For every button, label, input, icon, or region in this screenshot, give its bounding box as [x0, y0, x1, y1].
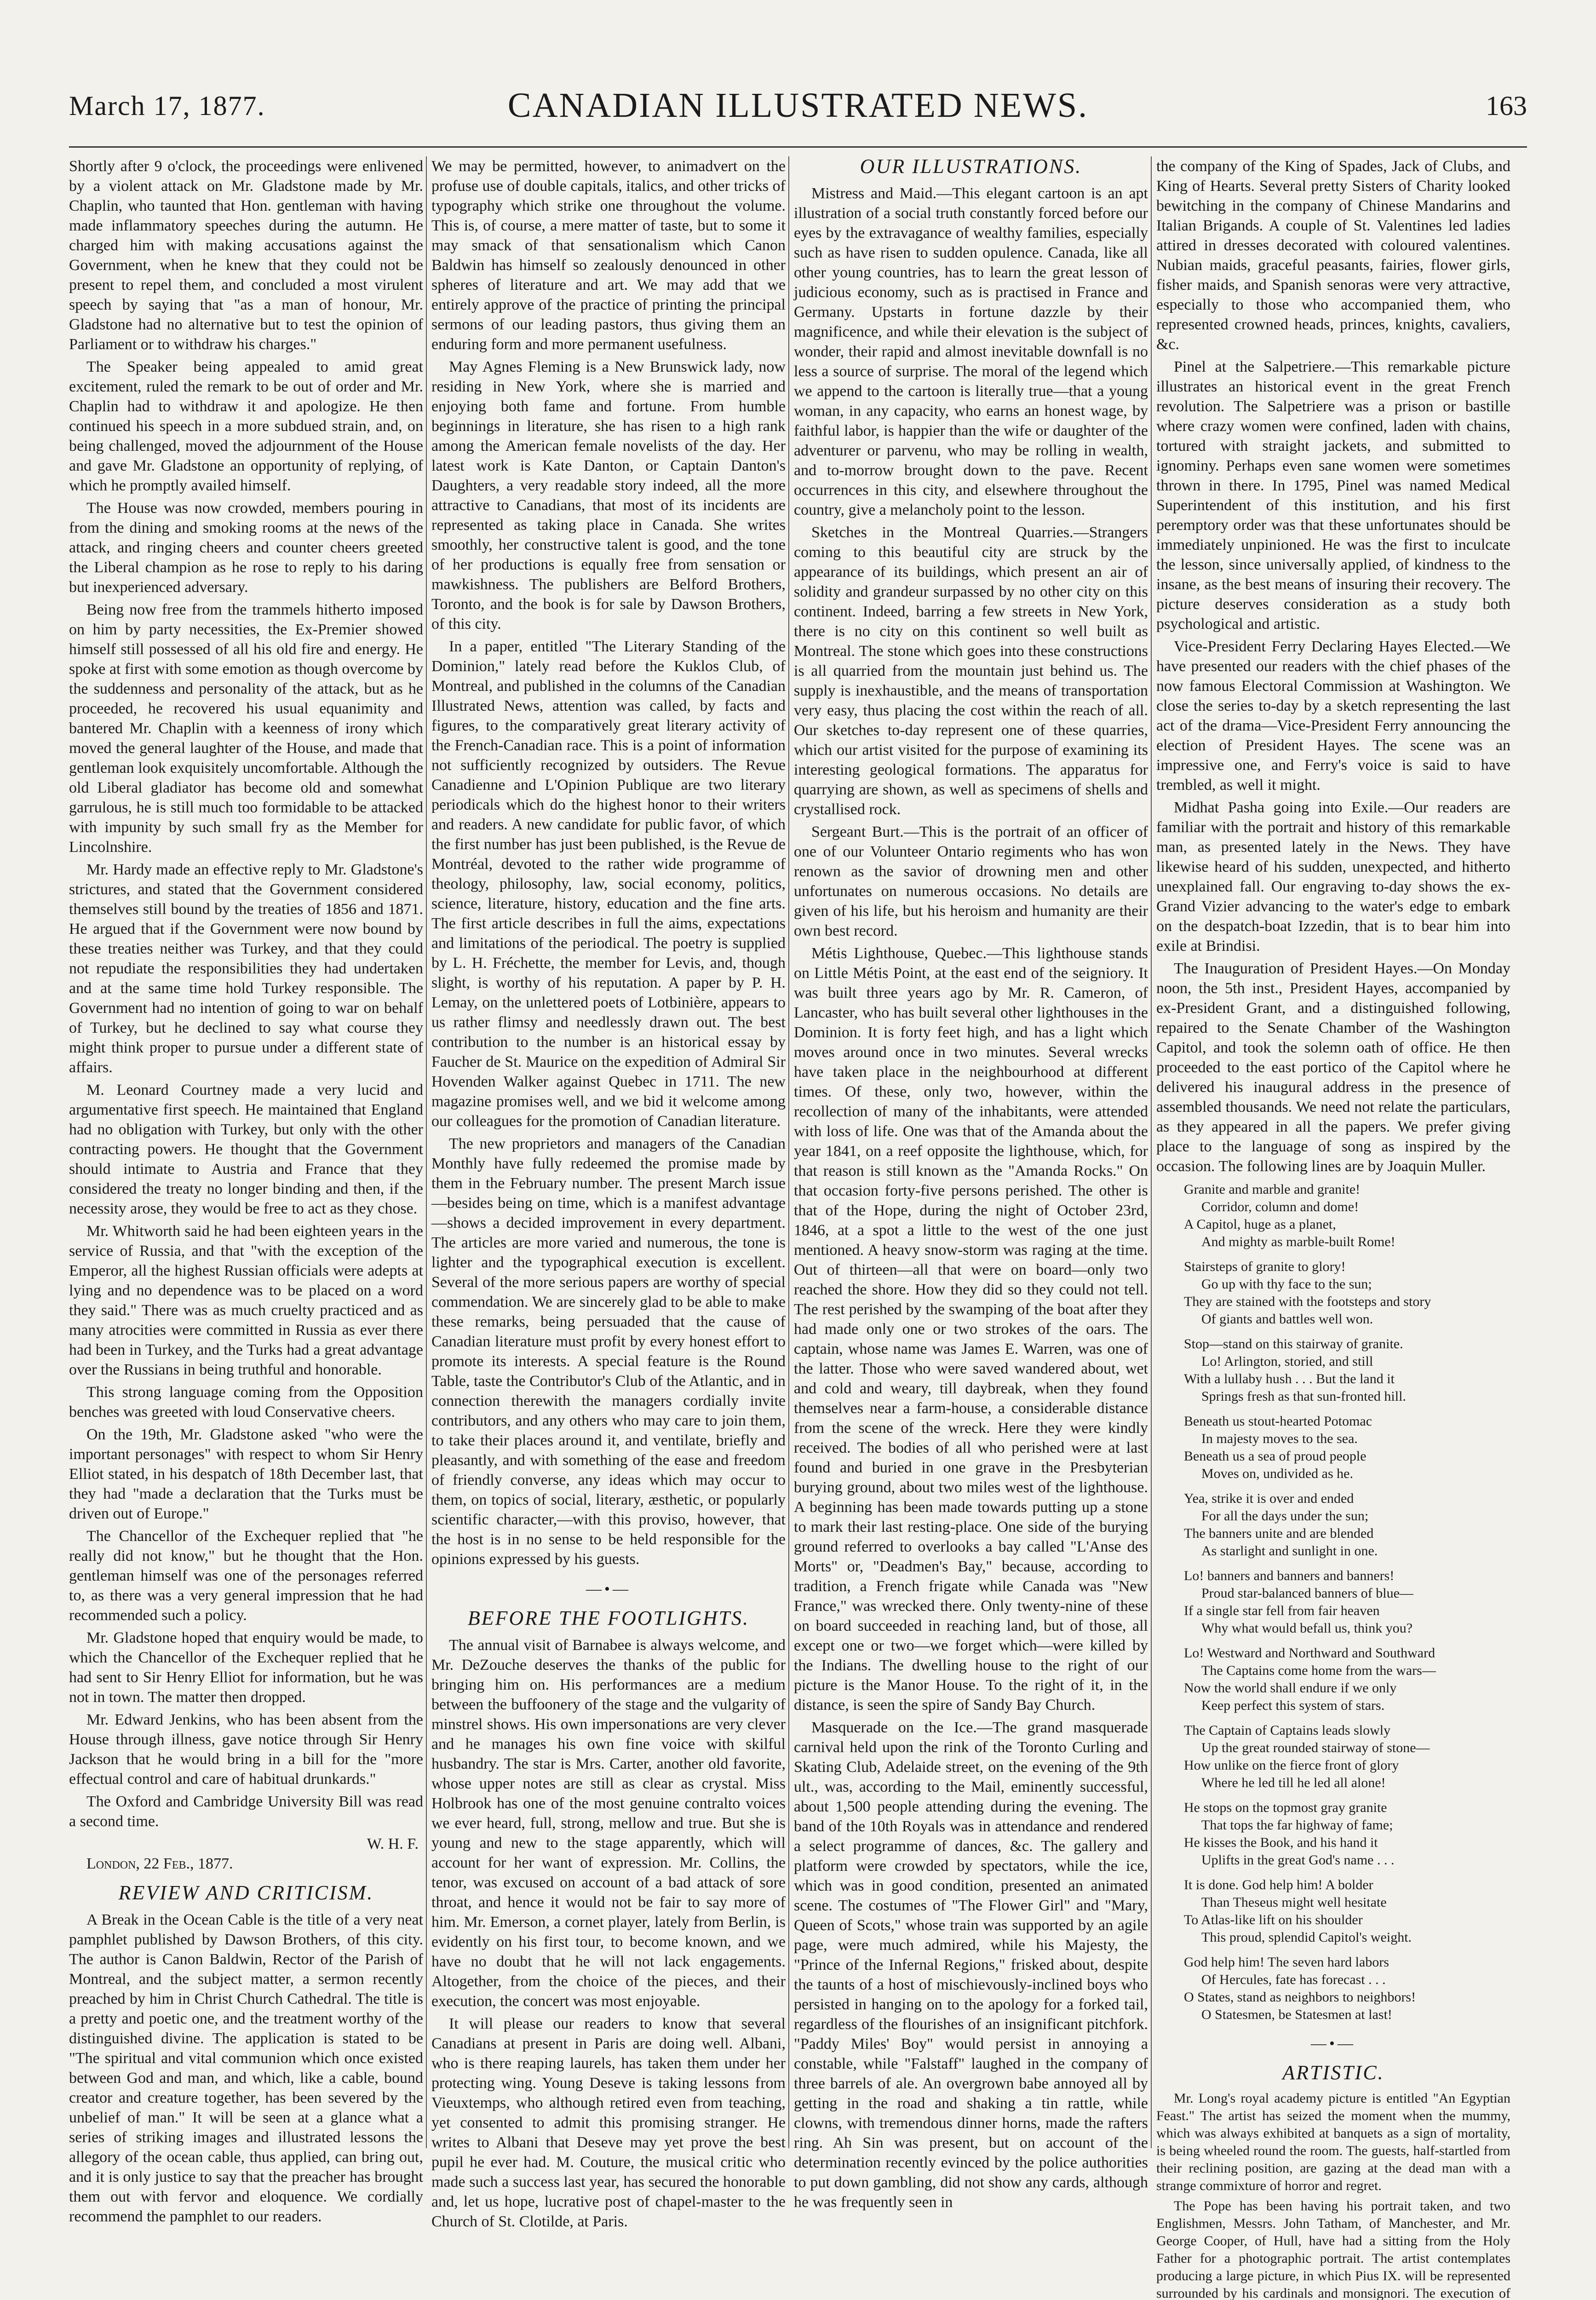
section-heading-artistic: ARTISTIC. [1282, 2061, 1384, 2084]
poem-line: Of giants and battles well won. [1201, 1311, 1373, 1327]
stanza-break [1184, 1637, 1510, 1644]
paragraph: Being now free from the trammels hitherto imposed on him by party necessities, the Ex-Premier showed himself still possessed of all his old fire and energy. He spoke at first with some emotion as though overcome by the suddenness and personality of the attack, but as he proceeded, he recovered his usual equanimity and bantered Mr. Chaplin with a keenness of irony which moved the general laughter of the House, and made that gentleman look exquisitely uncomfortable. Although the old Liberal gladiator has become old and somewhat garrulous, he is still much too formidable to be attacked with impunity by such small fry as the Member for Lincolnshire. [69, 601, 423, 856]
poem-line: Moves on, undivided as he. [1201, 1466, 1353, 1481]
stanza-break [1184, 1405, 1510, 1413]
poem-line: It is done. God help him! A bolder [1184, 1877, 1373, 1892]
issue-date: March 17, 1877. [69, 91, 265, 121]
poem-line: O States, stand as neighbors to neighbors! [1184, 1990, 1416, 2005]
stanza-break [1184, 1792, 1510, 1799]
section-ornament: —•— [1311, 2035, 1356, 2052]
section-ornament: —•— [586, 1581, 631, 1598]
poem-line: Stairsteps of granite to glory! [1184, 1259, 1346, 1274]
paragraph: Vice-President Ferry Declaring Hayes Elected.—We have presented our readers with the chief phases of the now famous Electoral Commission at Washington. We close the series to-day by a sketch representing the last act of the drama—Vice-President Ferry announcing the election of President Hayes. The scene was an impressive one, and Ferry's voice is said to have trembled, as well it might. [1156, 638, 1510, 794]
stanza-break [1184, 1251, 1510, 1258]
stanza-break [1184, 1946, 1510, 1954]
poem-line: Stop—stand on this stairway of granite. [1184, 1336, 1403, 1351]
paragraph: The annual visit of Barnabee is always welcome, and Mr. DeZouche deserves the thanks of the public for bringing him on. His performances are a medium between the buffoonery of the stage and the vulgarity of minstrel shows. His own impersonations are very clever and he manages his own fine voice with skilful husbandry. The star is Mrs. Carter, another old favorite, whose upper notes are still as clear as crystal. Miss Holbrook has one of the most genuine contralto voices we ever heard, full, strong, mellow and true. But she is young and new to the stage apparently, which will account for her want of expression. Mr. Collins, the tenor, was excused on account of a bad attack of sore throat, and hence it would not be fair to say more of him. Mr. Emerson, a cornet player, lately from Berlin, is evidently on his first tour, to become known, and we have no doubt that he will not lack engagements. Altogether, from the choice of the pieces, and their execution, the concert was most enjoyable. [431, 1637, 786, 2010]
poem-line: Lo! Arlington, storied, and still [1201, 1354, 1373, 1369]
poem-line: How unlike on the fierce front of glory [1184, 1758, 1399, 1773]
masthead [69, 83, 1527, 138]
poem-line: Beneath us a sea of proud people [1184, 1449, 1366, 1464]
poem-line: Uplifts in the great God's name . . . [1201, 1852, 1395, 1868]
stanza-break [1184, 1483, 1510, 1490]
paragraph: Pinel at the Salpetriere.—This remarkable picture illustrates an historical event in the great French revolution. The Salpetriere was a prison or bastille where crazy women were confined, laden with chains, tortured with straight jackets, and submitted to ignominy. Perhaps even sane women were sometimes thrown in there. In 1795, Pinel was named Medical Superintendent of this institution, and his first peremptory order was that these unfortunates should be immediately unpinioned. He was the first to inculcate the lesson, since universally applied, of kindness to the insane, as the best means of insuring their recovery. The picture deserves consideration as a study both psychological and artistic. [1156, 358, 1510, 632]
section-heading-review: REVIEW AND CRITICISM. [118, 1881, 374, 1904]
poem-line: Than Theseus might well hesitate [1201, 1895, 1387, 1910]
poem-line: God help him! The seven hard labors [1184, 1955, 1389, 1970]
poem-line: Now the world shall endure if we only [1184, 1680, 1397, 1696]
poem-line: With a lullaby hush . . . But the land it [1184, 1371, 1395, 1386]
paragraph: M. Leonard Courtney made a very lucid and argumentative first speech. He maintained that England had no obligation with Turkey, but only with the other contracting powers. He thought that the Government should intimate to Austria and France that they considered the treaty no longer binding and then, if the necessity arose, they would be free to act as they chose. [69, 1081, 423, 1217]
poem-line: He kisses the Book, and his hand it [1184, 1835, 1378, 1850]
paragraph: It will please our readers to know that several Canadians at present in Paris are doing well. Albani, who is there reaping laurels, has taken them under her protecting wing. Young Deseve is taking lessons from Vieuxtemps, who although retired even from teaching, yet consented to admit this promising stranger. He writes to Albani that Deseve may yet prove the best pupil he ever had. M. Couture, the musical critic who made such a success last year, has secured the honorable and, let us hope, lucrative post of chapel-master to the Church of St. Clotilde, at Paris. [431, 2015, 786, 2230]
stanza-break [1184, 1560, 1510, 1567]
column-divider [426, 156, 427, 2148]
paragraph: Mr. Edward Jenkins, who has been absent from the House through illness, gave notice through Sir Henry Jackson that he would bring in a bill for the "more effectual control and care of habitual drunkards." [69, 1711, 423, 1788]
poem-line: Proud star-balanced banners of blue— [1201, 1586, 1413, 1601]
paragraph: Mr. Hardy made an effective reply to Mr. Gladstone's strictures, and stated that the Government considered themselves still bound by the treaties of 1856 and 1871. He argued that if the Government were now bound by these treaties neither was Turkey, and that they could not repudiate the responsibilities they had undertaken and at the same time hold Turkey responsible. The Government had no intention of going to war on behalf of Turkey, but he declined to say what course they might think proper to pursue under a different state of affairs. [69, 861, 423, 1076]
paragraph: On the 19th, Mr. Gladstone asked "who were the important personages" with respect to whom Sir Henry Elliot stated, in his despatch of 18th December last, that they had "made a declaration that the Turks must be driven out of Europe." [69, 1426, 423, 1522]
paragraph: the company of the King of Spades, Jack of Clubs, and King of Hearts. Several pretty Sisters of Charity looked bewitching in the company of Chinese Mandarins and Italian Brigands. A couple of St. Valentines led ladies attired in dresses decorated with coloured valentines. Nubian maids, graceful peasants, fairies, flower girls, fisher maids, and Spanish senoras were very attractive, especially to those who accompanied them, who represented crowned heads, princes, knights, cavaliers, &c. [1156, 158, 1510, 353]
paragraph: Mistress and Maid.—This elegant cartoon is an apt illustration of a social truth constantly forced before our eyes by the extravagance of wealthy families, especially such as have risen to sudden opulence. Canada, like all other young countries, has to learn the great lesson of judicious economy, such as is practised in France and Germany. Upstarts in fortune dazzle by their magnificence, and while their elevation is the subject of wonder, their rapid and almost inevitable downfall is no less a source of surprise. The moral of the legend which we append to the cartoon is literally true—that a young woman, in any capacity, who earns an honest wage, by faithful labor, is happier than the wife or daughter of the adventurer or parvenu, who may be rolling in wealth, and to-morrow brought down to the pave. Recent occurrences in this city, and elsewhere throughout the country, give a melancholy point to the lesson. [794, 185, 1148, 518]
stanza-break [1184, 1869, 1510, 1876]
poem-line: This proud, splendid Capitol's weight. [1201, 1930, 1412, 1945]
paragraph: In a paper, entitled "The Literary Standing of the Dominion," lately read before the Kuklos Club, of Montreal, and published in the columns of the Canadian Illustrated News, attention was called, by facts and figures, to the comparatively great literary activity of the French-Canadian race. This is a point of information not sufficiently recognized by outsiders. The Revue Canadienne and L'Opinion Publique are two literary periodicals which do the highest honor to their writers and readers. A new candidate for public favor, of which the first number has just been published, is the Revue de Montréal, devoted to the rather wide programme of theology, philosophy, law, social economy, politics, science, literature, history, education and the fine arts. The first article describes in full the aims, expectations and limitations of the periodical. The poetry is supplied by L. H. Fréchette, the member for Levis, and, though slight, is worthy of his reputation. A paper by P. H. Lemay, on the unlettered poets of Lotbinière, appears to us rather flimsy and needlessly drawn out. The best contribution to the number is an historical essay by Faucher de St. Maurice on the expedition of Admiral Sir Hovenden Walker against Quebec in 1711. The new magazine promises well, and we bid it welcome among our colleagues for the promotion of Canadian literature. [431, 638, 786, 1130]
poem-line: O Statesmen, be Statesmen at last! [1201, 2007, 1392, 2022]
column-2 [431, 156, 786, 2230]
paragraph: The House was now crowded, members pouring in from the dining and smoking rooms at the news of the attack, and ringing cheers and counter cheers greeted the Liberal champion as he rose to reply to his daring but inexperienced adversary. [69, 500, 423, 596]
poem-line: Corridor, column and dome! [1201, 1199, 1359, 1214]
poem-line: For all the days under the sun; [1201, 1508, 1369, 1524]
poem-line: Where he led till he led all alone! [1201, 1775, 1386, 1790]
paragraph: The new proprietors and managers of the Canadian Monthly have fully redeemed the promise made by them in the February number. The present March issue—besides being on time, which is a manifest advantage—shows a decided improvement in every department. The articles are more varied and numerous, the tone is lighter and the typographical execution is excellent. Several of the more serious papers are worthy of special commendation. We are sincerely glad to be able to make these remarks, being persuaded that the cause of Canadian literature must profit by every honest effort to promote its interests. A special feature is the Round Table, taste the Contributor's Club of the Atlantic, and in connection therewith the managers cordially invite contributors, and any others who may care to join them, to take their places around it, and ventilate, briefly and pleasantly, and with something of the ease and freedom of friendly converse, any ideas which may occur to them, on topics of social, literary, æsthetic, or popularly scientific character,—with this proviso, however, that the host is in no sense to be held responsible for the opinions expressed by his guests. [431, 1135, 786, 1568]
poem-line: Go up with thy face to the sun; [1201, 1276, 1372, 1292]
dateline: London, 22 Feb., 1877. [86, 1855, 233, 1872]
stanza-break [1184, 1714, 1510, 1722]
poem-line: The Captain of Captains leads slowly [1184, 1723, 1391, 1738]
paragraph: Sketches in the Montreal Quarries.—Strangers coming to this beautiful city are struck by the appearance of its buildings, which present an air of solidity and grandeur surpassed by no other city on this continent. Indeed, barring a few streets in New York, there is no city on this continent so well built as Montreal. The stone which goes into these constructions is all quarried from the mountain just behind us. The supply is inexhaustible, and the means of transportation very easy, thus placing the cost within the reach of all. Our sketches to-day represent one of these quarries, which our artist visited for the purpose of examining its interesting geological formations. The apparatus for quarrying are shown, as well as specimens of shells and crystallised rock. [794, 524, 1148, 818]
poem-line: They are stained with the footsteps and story [1184, 1294, 1431, 1309]
column-divider [1151, 156, 1152, 2148]
poem-line: Why what would befall us, think you? [1201, 1621, 1413, 1636]
poem-line: A Capitol, huge as a planet, [1184, 1217, 1336, 1232]
poem-line: Keep perfect this system of stars. [1201, 1698, 1385, 1713]
paragraph: Masquerade on the Ice.—The grand masquerade carnival held upon the rink of the Toronto Curling and Skating Club, Adelaide street, on the evening of the 9th ult., was, according to the Mail, eminently successful, about 1,500 people attending during the evening. The band of the 10th Royals was in attendance and rendered a select programme of dances, &c. The gallery and platform were crowded by spectators, while the ice, which was in good condition, presented an animated scene. The costumes of "The Flower Girl" and "Mary, Queen of Scots," whose train was supported by an agile page, were much admired, while his Majesty, the "Prince of the Infernal Regions," frisked about, despite the taunts of a host of mischievously-inclined boys who persisted in hanging on to the apology for a forked tail, regardless of the flourishes of an insignificant pitchfork. "Paddy Miles' Boy" would persist in annoying a constable, while "Falstaff" laughed in the company of three barrels of ale. An overgrown babe annoyed all by getting in the road and shaking a tin rattle, while clowns, with tremendous dinner horns, made the rafters ring. Ah Sin was present, but on account of the determination recently evinced by the police authorities to put down gambling, did not show any cards, although he was frequently seen in [794, 1719, 1148, 2211]
poem-line: Yea, strike it is over and ended [1184, 1491, 1354, 1506]
poem [1184, 1181, 1510, 2024]
poem-line: The Captains come home from the wars— [1201, 1663, 1436, 1678]
paragraph: Mr. Long's royal academy picture is entitled "An Egyptian Feast." The artist has seized the moment when the mummy, which was always exhibited at banquets as a sign of mortality, is being wheeled round the room. The guests, half-startled from their reclining position, are gazing at the dead man with a strange commixture of horror and regret. [1156, 2091, 1510, 2193]
page-number: 163 [1486, 91, 1527, 121]
paragraph: The Oxford and Cambridge University Bill was read a second time. [69, 1793, 423, 1830]
section-heading-illustrations: OUR ILLUSTRATIONS. [860, 155, 1082, 178]
poem-line: Of Hercules, fate has forecast . . . [1201, 1972, 1386, 1987]
poem-line: Granite and marble and granite! [1184, 1182, 1361, 1197]
poem-line: That tops the far highway of fame; [1201, 1817, 1393, 1833]
paragraph: The Speaker being appealed to amid great excitement, ruled the remark to be out of order and Mr. Chaplin had to withdraw it and apologize. He then continued his speech in a more subdued strain, and, on being challenged, moved the adjournment of the House and gave Mr. Gladstone an opportunity of replying, of which he promptly availed himself. [69, 358, 423, 494]
poem-line: To Atlas-like lift on his shoulder [1184, 1912, 1363, 1927]
poem-line: Springs fresh as that sun-fronted hill. [1201, 1389, 1406, 1404]
poem-line: Lo! banners and banners and banners! [1184, 1568, 1395, 1583]
column-4 [1156, 156, 1510, 2300]
poem-line: The banners unite and are blended [1184, 1526, 1374, 1541]
poem-line: Beneath us stout-hearted Potomac [1184, 1414, 1372, 1429]
paragraph: This strong language coming from the Opposition benches was greeted with loud Conservative cheers. [69, 1384, 423, 1420]
poem-line: He stops on the topmost gray granite [1184, 1800, 1387, 1815]
newspaper-title: CANADIAN ILLUSTRATED NEWS. [507, 86, 1089, 125]
paragraph: Mr. Whitworth said he had been eighteen years in the service of Russia, and that "with the exception of the Emperor, all the highest Russian officials were adepts at lying and no dependence was to be placed on a word they said." There was as much cruelty practiced and as many atrocities were committed in Russia as ever there had been in Turkey, and the Turks had a great advantage over the Russians in being truthful and honorable. [69, 1223, 423, 1378]
paragraph: The Chancellor of the Exchequer replied that "he really did not know," but he thought that the Hon. gentleman himself was one of the personages referred to, as there was a very general impression that he had recommended such a policy. [69, 1528, 423, 1624]
poem-line: Lo! Westward and Northward and Southward [1184, 1645, 1435, 1661]
paragraph: The Pope has been having his portrait taken, and two Englishmen, Messrs. John Tatham, of Manchester, and Mr. George Cooper, of Hull, have had a sitting from the Holy Father for a photographic portrait. The artist contemplates producing a large picture, in which Pius IX. will be represented surrounded by his cardinals and monsignori. The execution of [1156, 2198, 1510, 2300]
paragraph: Mr. Gladstone hoped that enquiry would be made, to which the Chancellor of the Exchequer replied that he had sent to Sir Henry Elliot for information, but he was not in town. The matter then dropped. [69, 1629, 423, 1706]
paragraph: Midhat Pasha going into Exile.—Our readers are familiar with the portrait and history of this remarkable man, as presented lately in the News. They have likewise heard of his sudden, unexpected, and hitherto unexplained fall. Our engraving to-day shows the ex-Grand Vizier advancing to the water's edge to embark on the despatch-boat Izzedin, that is to bear him into exile at Brindisi. [1156, 799, 1510, 954]
poem-line: Up the great rounded stairway of stone— [1201, 1740, 1430, 1755]
poem-line: If a single star fell from fair heaven [1184, 1603, 1380, 1618]
column-divider [788, 156, 789, 2148]
masthead-rule [69, 146, 1527, 148]
signature: W. H. F. [367, 1835, 419, 1852]
paragraph: We may be permitted, however, to animadvert on the profuse use of double capitals, italics, and other tricks of typography which strike one throughout the volume. This is, of course, a mere matter of taste, but to some it may smack of that sensationalism which Canon Baldwin has himself so zealously denounced in other spheres of literature and art. We may add that we entirely approve of the practice of printing the principal sermons of our leading pastors, thus giving them an enduring form and more permanent usefulness. [431, 158, 786, 353]
paragraph: Métis Lighthouse, Quebec.—This lighthouse stands on Little Métis Point, at the east end of the seigniory. It was built three years ago by Mr. R. Cameron, of Lancaster, who has built several other lighthouses in the Dominion. It is forty feet high, and has a light which moves around once in two minutes. Several wrecks have taken place in the neighbourhood at different times. Of these, only two, however, within the recollection of many of the inhabitants, were attended with loss of life. One was that of the Amanda about the year 1841, on a reef opposite the lighthouse, which, for that reason is still known as the "Amanda Rocks." On that occasion forty-five persons perished. The other is that of the Hope, during the night of October 23rd, 1846, at a spot a little to the west of the one just mentioned. A heavy snow-storm was raging at the time. Out of thirteen—all that were on board—only two reached the shore. How they did so they could not tell. The rest perished by the swamping of the boat after they had made only one or two strokes of the oars. The captain, whose name was James E. Warren, was one of the latter. Those who were saved wandered about, wet and cold and weary, till daybreak, when they found themselves near a farm-house, a considerable distance from the scene of the wreck. Here they were kindly received. The bodies of all who perished were at last found and buried in one grave in the Presbyterian burying ground, about two miles west of the lighthouse. A beginning has been made towards putting up a stone to mark their last resting-place. One side of the burying ground referred to overlooks a bay called "L'Anse des Morts" or, "Deadmen's Bay," because, according to tradition, a French frigate while Canada was "New France," was wrecked there. Only twenty-nine of these on board succeeded in reaching land, but of those, all except one or two—we forget which—were killed by the Indians. The dwelling house to the right of our picture is the Manor House. To the right of it, in the distance, is seen the spire of Sandy Bay Church. [794, 945, 1148, 1714]
column-1 [69, 156, 423, 2225]
poem-line: And mighty as marble-built Rome! [1201, 1234, 1395, 1249]
paragraph: The Inauguration of President Hayes.—On Monday noon, the 5th inst., President Hayes, accompanied by ex-President Grant, and a distinguished following, repaired to the Senate Chamber of the Washington Capitol, and took the solemn oath of office. He then proceeded to the east portico of the Capitol where he delivered his inaugural address in the presence of assembled thousands. We need not relate the particulars, as they appeared in all the papers. We prefer giving place to the language of song as inspired by the occasion. The following lines are by Joaquin Muller. [1156, 960, 1510, 1175]
paragraph: May Agnes Fleming is a New Brunswick lady, now residing in New York, where she is married and enjoying both fame and fortune. From humble beginnings in literature, she has risen to a high rank among the American female novelists of the day. Her latest work is Kate Danton, or Captain Danton's Daughters, a very readable story indeed, all the more attractive to Canadians, that most of its incidents are represented as taking place in Canada. She writes smoothly, her constructive talent is good, and the tone of her productions is equally free from sensation or mawkishness. The publishers are Belford Brothers, Toronto, and the book is for sale by Dawson Brothers, of this city. [431, 358, 786, 632]
poem-line: In majesty moves to the sea. [1201, 1431, 1358, 1446]
paragraph: A Break in the Ocean Cable is the title of a very neat pamphlet published by Dawson Brothers, of this city. The author is Canon Baldwin, Rector of the Parish of Montreal, and the subject matter, a sermon recently preached by him in Christ Church Cathedral. The title is a pretty and poetic one, and the treatment worthy of the distinguished divine. The application is stated to be "The spiritual and vital communion which once existed between God and man, and which, like a cable, bound creator and creature together, has been severed by the unbelief of man." It will be seen at a glance what a series of striking images and illustrated lessons the allegory of the ocean cable, thus applied, can bring out, and it is only justice to say that the preacher has brought them out with fervor and eloquence. We cordially recommend the pamphlet to our readers. [69, 1911, 423, 2225]
poem-line: As starlight and sunlight in one. [1201, 1543, 1378, 1558]
stanza-break [1184, 1328, 1510, 1335]
paragraph: Sergeant Burt.—This is the portrait of an officer of one of our Volunteer Ontario regiments who has won renown as the savior of drowning men and other unfortunates on numerous occasions. No details are given of his life, but his heroism and humanity are their own best record. [794, 823, 1148, 939]
section-heading-footlights: BEFORE THE FOOTLIGHTS. [467, 1607, 750, 1629]
column-3 [794, 155, 1148, 2211]
paragraph: Shortly after 9 o'clock, the proceedings were enlivened by a violent attack on Mr. Gladstone made by Mr. Chaplin, who taunted that Hon. gentleman with having made inflammatory speeches during the autumn. He charged him with making accusations against the Government, when he knew that they could not be present to repel them, and concluded a most virulent speech by saying that "as a man of honour, Mr. Gladstone had no alternative but to test the opinion of Parliament or to withdraw his charges." [69, 158, 423, 353]
